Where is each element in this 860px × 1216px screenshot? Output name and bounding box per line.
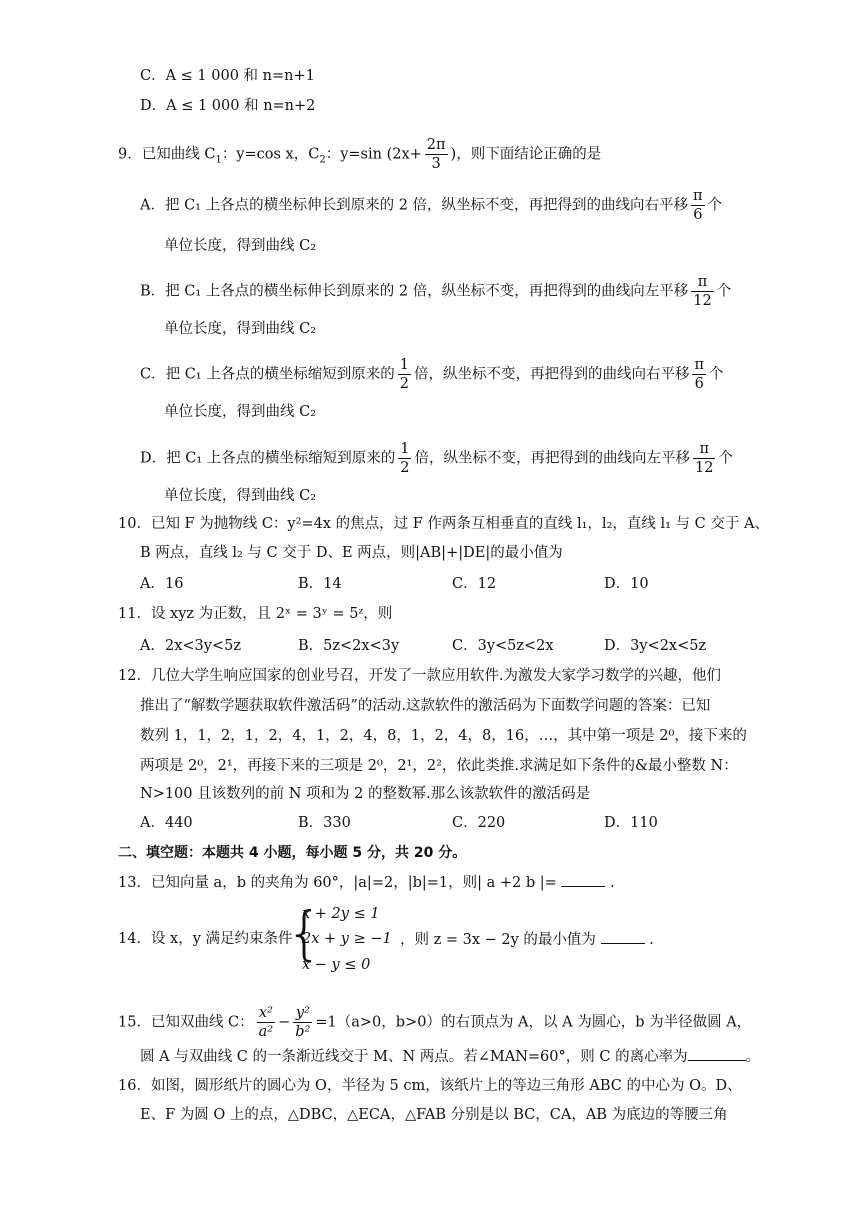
q10-option-c: C．12 <box>452 576 497 592</box>
q12-option-b: B．330 <box>298 815 351 831</box>
q11-stem: 11．设 xyz 为正数，且 2ˣ = 3ʸ = 5ᶻ，则 <box>118 606 393 622</box>
q11-option-b: B．5z<2x<3y <box>298 638 400 654</box>
q15-answer-blank <box>688 1046 746 1061</box>
q12-option-a: A．440 <box>140 815 193 831</box>
q10-option-a: A．16 <box>140 576 184 592</box>
q12-line1: 12．几位大学生响应国家的创业号召，开发了一款应用软件.为激发大家学习数学的兴趣，他们 <box>118 668 722 684</box>
q14-constraint-2: 2x + y ≥ −1 <box>302 931 392 947</box>
q15-line2: 圆 A 与双曲线 C 的一条渐近线交于 M、N 两点。若∠MAN=60°，则 C 的离心率为 。 <box>140 1046 760 1067</box>
q14-brace: { <box>286 899 323 967</box>
q14-answer-blank <box>601 929 645 944</box>
q9-option-c: C．把 C₁ 上各点的横坐标缩短到原来的 $\frac{1}{2}$ 倍，纵坐标不变，再把得到的曲线向右平移 $\frac{\pi}{6}$ 个 <box>140 357 724 392</box>
q9-option-d-line2: 单位长度，得到曲线 C₂ <box>164 488 317 504</box>
q12-option-d: D．110 <box>604 815 658 831</box>
q8-option-d: D．A ≤ 1 000 和 n=n+2 <box>140 98 316 114</box>
q12-line4: 两项是 2⁰，2¹，再接下来的三项是 2⁰，2¹，2²，依此类推.求满足如下条件的&最小整数 N： <box>140 758 738 774</box>
q9-option-d: D．把 C₁ 上各点的横坐标缩短到原来的 $\frac{1}{2}$ 倍，纵坐标不变，再把得到的曲线向左平移 $\frac{\pi}{12}$ 个 <box>140 441 733 476</box>
q15-line1: 15．已知双曲线 C： $\frac{\text{x²}}{\text{a²}}$ − $\frac{\text{y²}}{\text{b²}}$ =1（a>0，b>0）的右顶点为 A，以 A 为圆心，b 为半径做圆 A， <box>118 1005 752 1040</box>
q10-line1: 10．已知 F 为抛物线 C：y²=4x 的焦点，过 F 作两条互相垂直的直线 l₁，l₂，直线 l₁ 与 C 交于 A、 <box>118 516 769 532</box>
q13-line: 13．已知向量 a，b 的夹角为 60°，|a|=2，|b|=1，则| a +2 b |= . <box>118 872 615 893</box>
q12-option-c: C．220 <box>452 815 506 831</box>
q11-option-a: A．2x<3y<5z <box>140 638 241 654</box>
q9-option-a-line2: 单位长度，得到曲线 C₂ <box>164 238 317 254</box>
q14-constraint-1: x + 2y ≤ 1 <box>302 906 380 922</box>
q9-option-c-line2: 单位长度，得到曲线 C₂ <box>164 404 317 420</box>
q12-line2: 推出了“解数学题获取软件激活码”的活动.这款软件的激活码为下面数学问题的答案：已知 <box>140 698 711 714</box>
q9-option-a: A．把 C₁ 上各点的横坐标伸长到原来的 2 倍，纵坐标不变，再把得到的曲线向右平移 $\frac{\pi}{6}$ 个 <box>140 188 723 223</box>
q12-line3: 数列 1，1，2，1，2，4，1，2，4，8，1，2，4，8，16，…，其中第一项是 2⁰，接下来的 <box>140 728 747 744</box>
q10-line2: B 两点，直线 l₂ 与 C 交于 D、E 两点，则|AB|+|DE|的最小值为 <box>140 545 563 561</box>
section-2-header: 二、填空题：本题共 4 小题，每小题 5 分，共 20 分。 <box>118 845 467 861</box>
q10-option-b: B．14 <box>298 576 342 592</box>
q9-stem: 9．已知曲线 $C_1$：y=cos x，$C_2$：y=sin (2x+ $\frac{2\pi}{3}$ )，则下面结论正确的是 <box>118 137 602 172</box>
q11-option-c: C．3y<5z<2x <box>452 638 554 654</box>
q9-option-b: B．把 C₁ 上各点的横坐标伸长到原来的 2 倍，纵坐标不变，再把得到的曲线向左平移 $\frac{\pi}{12}$ 个 <box>140 274 732 309</box>
q13-answer-blank <box>561 872 605 887</box>
q14-post: ，则 z = 3x − 2y 的最小值为 . <box>400 929 654 950</box>
q9-option-b-line2: 单位长度，得到曲线 C₂ <box>164 321 317 337</box>
q12-line5: N>100 且该数列的前 N 项和为 2 的整数幂.那么该款软件的激活码是 <box>140 786 591 802</box>
q14-pre: 14．设 x，y 满足约束条件 <box>118 931 293 947</box>
q11-option-d: D．3y<2x<5z <box>604 638 707 654</box>
q9-fraction: $\frac{2\pi}{3}$ <box>426 137 446 172</box>
q16-line1: 16．如图，圆形纸片的圆心为 O，半径为 5 cm，该纸片上的等边三角形 ABC 的中心为 O。D、 <box>118 1078 742 1094</box>
q10-option-d: D．10 <box>604 576 649 592</box>
q16-line2: E、F 为圆 O 上的点，△DBC，△ECA，△FAB 分别是以 BC，CA，AB 为底边的等腰三角 <box>140 1107 728 1123</box>
q14-constraint-3: x − y ≤ 0 <box>302 957 371 973</box>
q8-option-c: C．A ≤ 1 000 和 n=n+1 <box>140 68 315 84</box>
